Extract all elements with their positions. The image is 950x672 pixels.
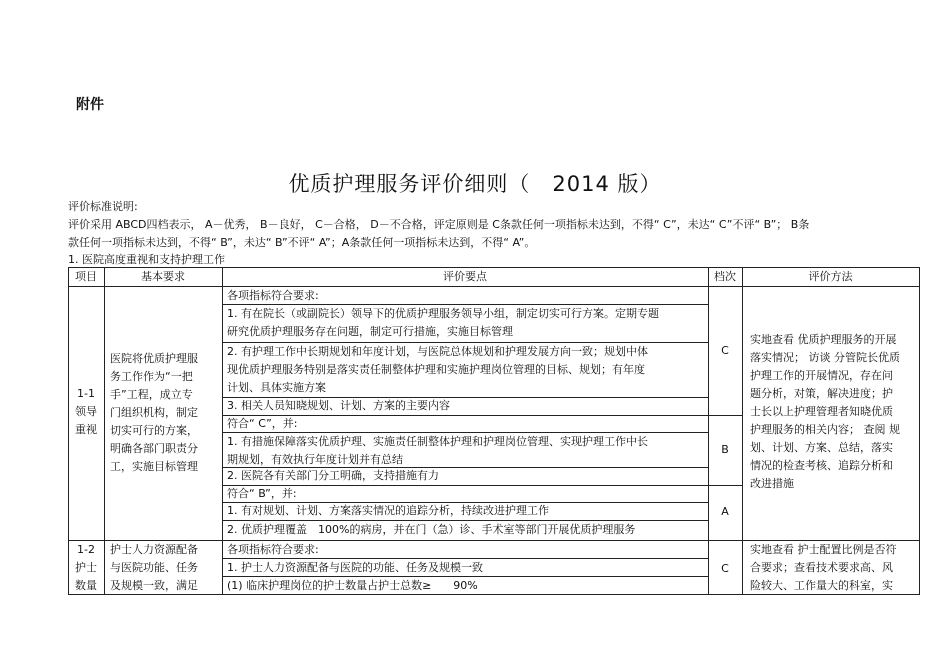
row1-item: 1-1 领导 重视	[75, 387, 97, 436]
row1-c2: 2. 有护理工作中长期规划和年度计划，与医院总体规划和护理发展方向一致；规划中体 现优质护理服务特别是落实责任制整体护理和实施护理岗位管理的目标、规划；有年度 计划、具体实施方案	[227, 345, 648, 394]
row1-b-head: 符合“ C”，并:	[227, 417, 298, 430]
row2-c1: 1. 护士人力资源配备与医院的功能、任务及规模一致	[227, 561, 483, 574]
row2-requirement: 护士人力资源配备 与医院功能、任务 及规模一致，满足	[110, 543, 198, 592]
col-header-grade: 档次	[714, 270, 736, 283]
grade-a: A	[721, 505, 729, 518]
col-header-method: 评价方法	[808, 270, 853, 283]
row1-method: 实地查看 优质护理服务的开展 落实情况； 访谈 分管院长优质 护理工作的开展情况，存在问 题分析，对策，解决进度；护 士长以上护理管理者知晓优质 护理服务的相关内容； 查阅 规 划、计划、方案、总结，落实 情况的检查考核、追踪分析和 改进措施	[750, 333, 900, 490]
row1-b2: 2. 医院各有关部门分工明确，支持措施有力	[227, 469, 439, 482]
row2-method: 实地查看 护士配置比例是否符 合要求；查看技术要求高、风 险较大、工作量大的科室，实	[750, 543, 897, 592]
row2-grade-c: C	[721, 562, 729, 575]
annex-label: 附件	[76, 97, 104, 113]
criteria-line-2: 款任何一项指标未达到，不得“ B”，未达“ B”不评“ A”；A条款任何一项指标未达到，不得“ A”。	[68, 236, 536, 249]
row1-requirement: 医院将优质护理服 务工作作为“一把 手”工程，成立专 门组织机构，制定 切实可行的方案， 明确各部门职责分 工，实施目标管理	[110, 352, 198, 473]
document-title: 优质护理服务评价细则（ 2014 版）	[288, 172, 662, 196]
row1-a2: 2. 优质护理覆盖 100%的病房，并在门（急）诊、手术室等部门开展优质护理服务	[227, 523, 636, 536]
col-header-points: 评价要点	[443, 270, 487, 283]
row1-b1: 1. 有措施保障落实优质护理、实施责任制整体护理和护理岗位管理、实现护理工作中长 期规划，有效执行年度计划并有总结	[227, 435, 648, 466]
criteria-heading: 评价标准说明:	[68, 200, 138, 213]
row2-c-head: 各项指标符合要求:	[227, 543, 319, 556]
section-heading: 1. 医院高度重视和支持护理工作	[68, 253, 225, 266]
row1-c3: 3. 相关人员知晓规划、计划、方案的主要内容	[227, 399, 450, 412]
row2-c1a: (1) 临床护理岗位的护士数量占护士总数≥ 90%	[227, 579, 478, 592]
criteria-line-1: 评价采用 ABCD四档表示， A－优秀， B－良好， C－合格， D－不合格，评定原则是 C条款任何一项指标未达到，不得“ C”，未达“ C”不评“ B”； B条	[68, 218, 810, 231]
row1-c1: 1. 有在院长（或副院长）领导下的优质护理服务领导小组，制定切实可行方案。定期专题 研究优质护理服务存在问题，制定可行措施，实施目标管理	[227, 307, 659, 338]
row2-item: 1-2 护士 数量	[75, 543, 97, 592]
row1-c-head: 各项指标符合要求:	[227, 289, 319, 302]
grade-b: B	[721, 443, 729, 456]
row1-a1: 1. 有对规划、计划、方案落实情况的追踪分析，持续改进护理工作	[227, 504, 549, 517]
col-header-item: 项目	[75, 270, 97, 283]
grade-c: C	[721, 344, 729, 357]
col-header-requirement: 基本要求	[141, 270, 185, 283]
row1-a-head: 符合“ B”，并:	[227, 487, 297, 500]
